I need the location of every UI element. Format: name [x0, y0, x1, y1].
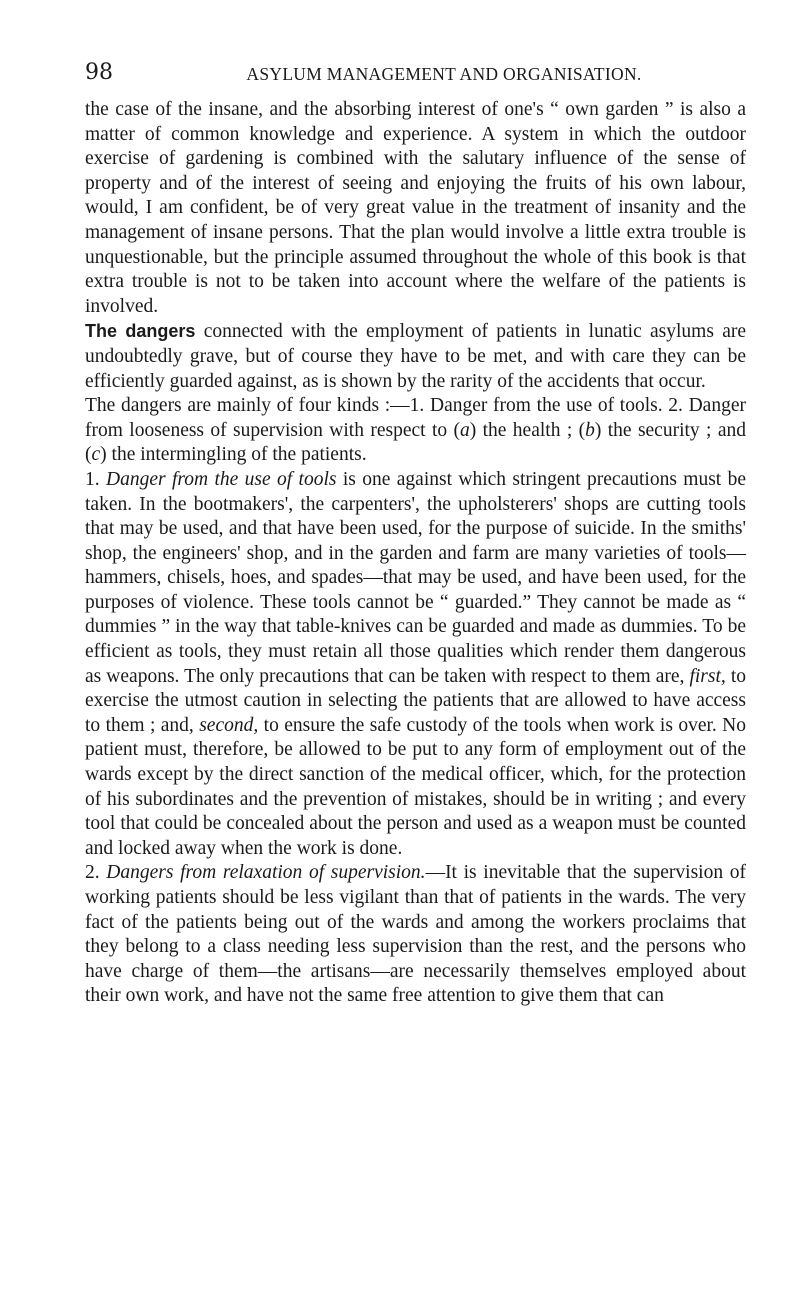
body-text — [85, 98, 746, 1009]
list-marker: c — [91, 444, 101, 466]
paragraph-text: to exercise the utmost caution in selecting the patients that are allowed to have access to them ; and, — [85, 665, 746, 736]
paragraph-text: ) the security ; and ( — [85, 419, 746, 466]
list-marker: b — [585, 419, 595, 441]
paragraph-text: —It is inevitable that the supervision of working patients should be less vigilant than that of patients in the wards. The very fact of the patients being out of the wards and among the workers proclaims that they belong to a class needing less supervision than the rest, and the persons who have charge of them—the artisans—are necessarily themselves employed about their own work, and have not the same free attention to give them that can — [85, 862, 746, 1007]
paragraph-text: is one against which stringent precautions must be taken. In the bootmakers', the carpenters', the upholsterers' shops are cutting tools that may be used, and that have been used, for the purpose of suicide. In the smiths' shop, the engineers' shop, and in the garden and farm are many varieties of tools—hammers, chisels, hoes, and spades—that may be used, and have been used, for the purposes of violence. These tools cannot be “ guarded.” They cannot be made as “ dummies ” in the way that table-knives can be guarded and made as dummies. To be efficient as tools, they must retain all those qualities which render them dangerous as weapons. The only precautions that can be taken with respect to them are, — [85, 468, 746, 687]
paragraph-text: to ensure the safe custody of the tools when work is over. No patient must, therefore, be allowed to be put to any form of employment out of the wards except by the direct sanction of the medical officer, which, for the protection of his subordinates and the prevention of mistakes, should be in writing ; and every tool that could be concealed about the person and used as a weapon must be counted and locked away when the work is done. — [85, 714, 746, 859]
paragraph-kinds — [85, 394, 746, 468]
emphasis: second, — [199, 714, 259, 736]
paragraph-dangers — [85, 319, 746, 394]
section-heading: Danger from the use of tools — [106, 468, 337, 490]
side-heading: The dangers — [85, 321, 196, 342]
section-number: 2. — [85, 862, 107, 884]
paragraph-text: ) the intermingling of the patients. — [100, 444, 367, 466]
page-number: 98 — [85, 60, 113, 85]
paragraph-text: The dangers are mainly of four kinds :—1. Danger from the use of tools. 2. Danger from looseness of supervision with respect to ( — [85, 395, 746, 441]
section-number: 1. — [85, 468, 106, 490]
paragraph-text: ) the health ; ( — [469, 419, 586, 441]
paragraph-tools — [85, 468, 746, 862]
running-head — [85, 60, 745, 86]
paragraph-text: connected with the employment of patients in lunatic asylums are undoubtedly grave, but of course they have to be met, and with care they can be efficiently guarded against, as is shown by the rarity of the accidents that occur. — [85, 321, 746, 392]
paragraph-text: the case of the insane, and the absorbing interest of one's “ own garden ” is also a matter of common knowledge and experience. A system in which the outdoor exercise of gardening is combined with the salutary influence of the sense of property and of the interest of seeing and enjoying the fruits of his own labour, would, I am confident, be of very great value in the treatment of insanity and the management of insane persons. That the plan would involve a little extra trouble is unquestionable, but the principle assumed throughout the whole of this book is that extra trouble is not to be taken into account where the welfare of the patients is involved. — [85, 99, 746, 317]
emphasis: first, — [689, 665, 726, 687]
paragraph-gardening — [85, 98, 746, 319]
list-marker: a — [459, 419, 470, 441]
page-heading: ASYLUM MANAGEMENT AND ORGANISATION. — [246, 64, 642, 84]
paragraph-supervision — [85, 861, 746, 1009]
section-heading: Dangers from relaxation of supervision. — [106, 862, 426, 884]
